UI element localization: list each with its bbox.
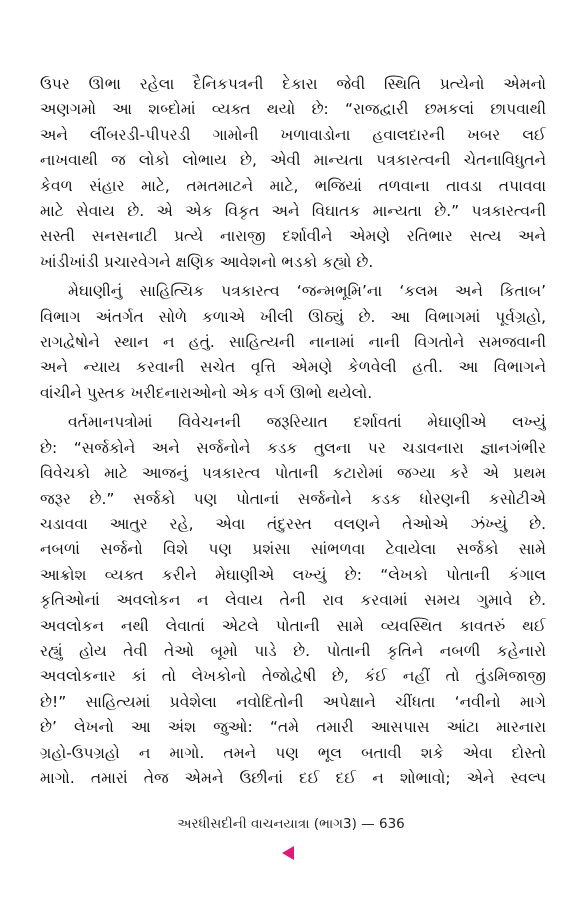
text-line: સસ્તી સનસનાટી પ્રત્યે નારાજી દર્શાવીને એમણે રતિભાર સત્ય અને (40, 227, 546, 246)
text-line: કેવળ સંહાર માટે, તમતમાટને માટે, ભજિયાં તળવાના તાવડા તપાવવા (40, 176, 546, 195)
text-line: વિભાગ અંતર્ગત સોળે કળાએ ખીલી ઊઠ્યું છે. આ વિભાગમાં પૂર્વગ્રહો, (40, 307, 546, 326)
text-line: જરૂર છે.” સર્જકો પણ પોતાનાં સર્જનોને કડક ધોરણની કસોટીએ (40, 489, 546, 508)
text-line: છે!” સાહિત્યમાં પ્રવેશેલા નવોદિતોની અપેક્ષાને ચીંધતા ‘નવીનો માગે (40, 692, 546, 711)
text-line: આક્રોશ વ્યક્ત કરીને મેઘાણીએ લખ્યું છે: “લેખકો પોતાની કંગાલ (40, 565, 546, 584)
text-line: રાગદ્વેષોને સ્થાન ન હતું. સાહિત્યની નાનામાં નાની વિગતોને સમજવાની (40, 333, 546, 352)
page-body (40, 72, 546, 791)
text-line: ચડાવવા આતુર રહે, એવા તંદુરસ્ત વલણને તેઓએ ઝંખ્યું છે. (40, 514, 546, 533)
triangle-left-icon[interactable] (282, 846, 294, 860)
paragraph-1 (40, 72, 546, 275)
text-line: અવલોકનાર કાં તો લેખકોનો તેજોદ્વેષી છે, કંઈ નહીં તો તુંડમિજાજી (40, 667, 546, 686)
text-line: માટે સેવાય છે. એ એક વિકૃત અને વિઘાતક માન્યતા છે.” પત્રકારત્વની (40, 202, 546, 221)
text-line: વર્તમાનપત્રોમાં વિવેચનની જરૂરિયાત દર્શાવતાં મેઘાણીએ લખ્યું (68, 413, 546, 432)
text-line: અવલોકન નથી લેવાતાં એટલે પોતાની સામે વ્યવસ્થિત કાવતરું થઈ (40, 616, 546, 635)
text-line: માગો. તમારાં તેજ એમને ઉછીનાં દઈ દઈ ન શોભાવો; એને સ્વલ્પ (40, 768, 546, 787)
text-line: વિવેચકો માટે આજનું પત્રકારત્વ પોતાની કટારોમાં જગ્યા કરે એ પ્રથમ (40, 464, 546, 483)
text-line: ગ્રહો-ઉપગ્રહો ન માગો. તમને પણ ભૂલ બતાવી શકે એવા દોસ્તો (40, 743, 546, 762)
text-line: વાંચીને પુસ્તક ખરીદનારાઓનો એક વર્ગ ઊભો થયેલો. (40, 383, 373, 402)
text-line: છે’ લેખનો આ અંશ જુઓ: “તમે તમારી આસપાસ આંટા મારનારા (40, 718, 546, 737)
text-line: ઉપર ઊભા રહેલા દૈનિકપત્રની દેકારા જેવી સ્થિતિ પ્રત્યેનો એમનો (40, 75, 546, 93)
text-line: અને ન્યાય કરવાની સચેત વૃત્તિ એમણે કેળવેલી હતી. આ વિભાગને (40, 358, 546, 377)
text-line: અને લીંબરડી-પીપરડી ગામોની ખળાવાડોના હવાલદારની ખબર લઈ (40, 125, 546, 144)
paragraph-2 (40, 279, 546, 406)
text-line: નાખવાથી જ લોકો લોભાય છે, એવી માન્યતા પત્રકારત્વની ચેતનાવિધુતને (40, 151, 546, 170)
page-footer: અરધીસદીની વાચનયાત્રા (ભાગ3) — 636 (177, 816, 405, 832)
text-line: ખાંડીખાંડી પ્રચારવેગને ક્ષણિક આવેશનો ભડકો કહ્યો છે. (40, 252, 374, 271)
text-line: મેઘાણીનું સાહિત્યિક પત્રકારત્વ ‘જન્મભૂમિ’ના ‘કલમ અને કિતાબ’ (68, 282, 546, 301)
text-line: નબળાં સર્જનો વિશે પણ પ્રશંસા સાંભળવા ટેવાયેલા સર્જકો સામે (40, 540, 546, 559)
text-line: રહ્યું હોય તેવી તેઓ બૂમો પાડે છે. પોતાની કૃતિને નબળી કહેનારો (40, 641, 546, 660)
paragraph-3 (40, 410, 546, 791)
text-line: છે: “સર્જકોને અને સર્જનોને કડક તુલના પર ચડાવનારા જ્ઞાનગંભીર (40, 438, 546, 457)
text-line: કૃતિઓનાં અવલોકન ન લેવાય તેની રાવ કરવામાં સમય ગુમાવે છે. (40, 591, 546, 610)
text-line: અણગમો આ શબ્દોમાં વ્યક્ત થયો છે: “રાજદ્વારી છમકલાં છાપવાથી (40, 100, 546, 119)
